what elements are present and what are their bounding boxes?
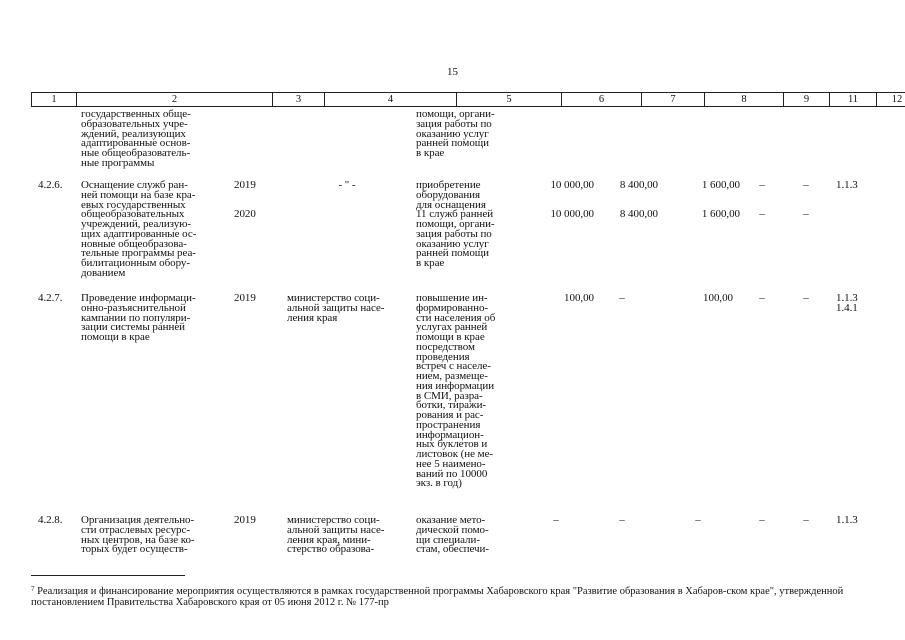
- column-9-value: –: [759, 292, 765, 304]
- executor-cell: министерство соци- альной защиты насе- ления края: [287, 292, 385, 324]
- continued-result-cell: помощи, органи- зация работы по оказанию услуг ранней помощи в крае: [416, 108, 495, 159]
- column-header: 11: [830, 93, 877, 107]
- column-8-value: –: [695, 514, 701, 526]
- footnote-mark: 7: [31, 585, 35, 593]
- column-header: 5: [457, 93, 562, 107]
- column-7-value: –: [619, 292, 625, 304]
- column-9-value: – –: [759, 179, 765, 221]
- column-header: 6: [562, 93, 642, 107]
- column-header: 7: [642, 93, 705, 107]
- activity-name: Проведение информаци- онно-разъяснительной кампании по популяри- зации системы ранней помощи в крае: [81, 292, 196, 343]
- years-cell: 2019: [234, 292, 256, 304]
- footnote-text: Реализация и финансирование мероприятия осуществляются в рамках государственной программы Хабаровского края "Развитие образования в Хабаров-ском крае", утвержденной постановлением Правительства Хабаровского края от 05 июня 2012 г. № 177-пр: [31, 586, 844, 608]
- total-amount: 10 000,00 10 000,00: [550, 179, 594, 221]
- activity-name: Оснащение служб ран- ней помощи на базе кра- евых государственных общеобразовательных учреждений, реализую- щих адаптированные ос- новные общеобразова- тельные программы реа- билитационным обору- дованием: [81, 179, 197, 279]
- indicator-code: 1.1.3: [836, 179, 858, 191]
- activity-name: Организация деятельно- сти отраслевых ресурс- ных центров, на базе ко- торых будет осуществ-: [81, 514, 195, 556]
- result-cell: оказание мето- дической помо- щи специали- стам, обеспечи-: [416, 514, 489, 556]
- page-number: 15: [447, 66, 458, 78]
- continued-name-cell: государственных обще- образовательных учре- ждений, реализующих адаптированные основ- ные общеобразователь- ные программы: [81, 108, 191, 169]
- result-cell: приобретение оборудования для оснащения 11 служб ранней помощи, органи- зация работы по оказанию услуг ранней помощи в крае: [416, 179, 495, 269]
- indicator-code: 1.1.3 1.4.1: [836, 292, 858, 314]
- column-header: 1: [32, 93, 77, 107]
- column-8-value: 1 600,00 1 600,00: [701, 179, 740, 221]
- column-header: 8: [705, 93, 784, 107]
- result-cell: повышение ин- формированно- сти населения об услугах ранней помощи в крае посредством проведения встреч с населе- нием, размеще- ния информации в СМИ, разра- ботки, тиражи- рования и рас- пространения информацион- ных буклетов и листовок (не ме- нее 5 наимено- ваний по 10000 экз. в год): [416, 292, 496, 490]
- column-7-value: –: [619, 514, 625, 526]
- column-11-value: – –: [803, 179, 809, 221]
- row-number: 4.2.8.: [38, 514, 63, 526]
- row-number: 4.2.6.: [38, 179, 63, 191]
- executor-cell: министерство соци- альной защиты насе- ления края, мини- стерство образова-: [287, 514, 385, 556]
- years-cell: 2019: [234, 514, 256, 526]
- executor-cell: - " -: [338, 179, 356, 191]
- footnote: [31, 586, 876, 608]
- column-header: 4: [325, 93, 457, 107]
- column-header: 2: [77, 93, 273, 107]
- column-7-value: 8 400,00 8 400,00: [619, 179, 658, 221]
- footnote-separator: [31, 575, 185, 576]
- total-amount: 100,00: [564, 292, 594, 304]
- column-9-value: –: [759, 514, 765, 526]
- column-header: 12: [877, 93, 905, 107]
- column-number-header: [31, 92, 905, 107]
- column-header: 9: [784, 93, 830, 107]
- total-amount: –: [553, 514, 559, 526]
- column-8-value: 100,00: [703, 292, 733, 304]
- row-number: 4.2.7.: [38, 292, 63, 304]
- indicator-code: 1.1.3: [836, 514, 858, 526]
- column-11-value: –: [803, 292, 809, 304]
- column-header: 3: [273, 93, 325, 107]
- years-cell: 2019 2020: [234, 179, 256, 221]
- column-11-value: –: [803, 514, 809, 526]
